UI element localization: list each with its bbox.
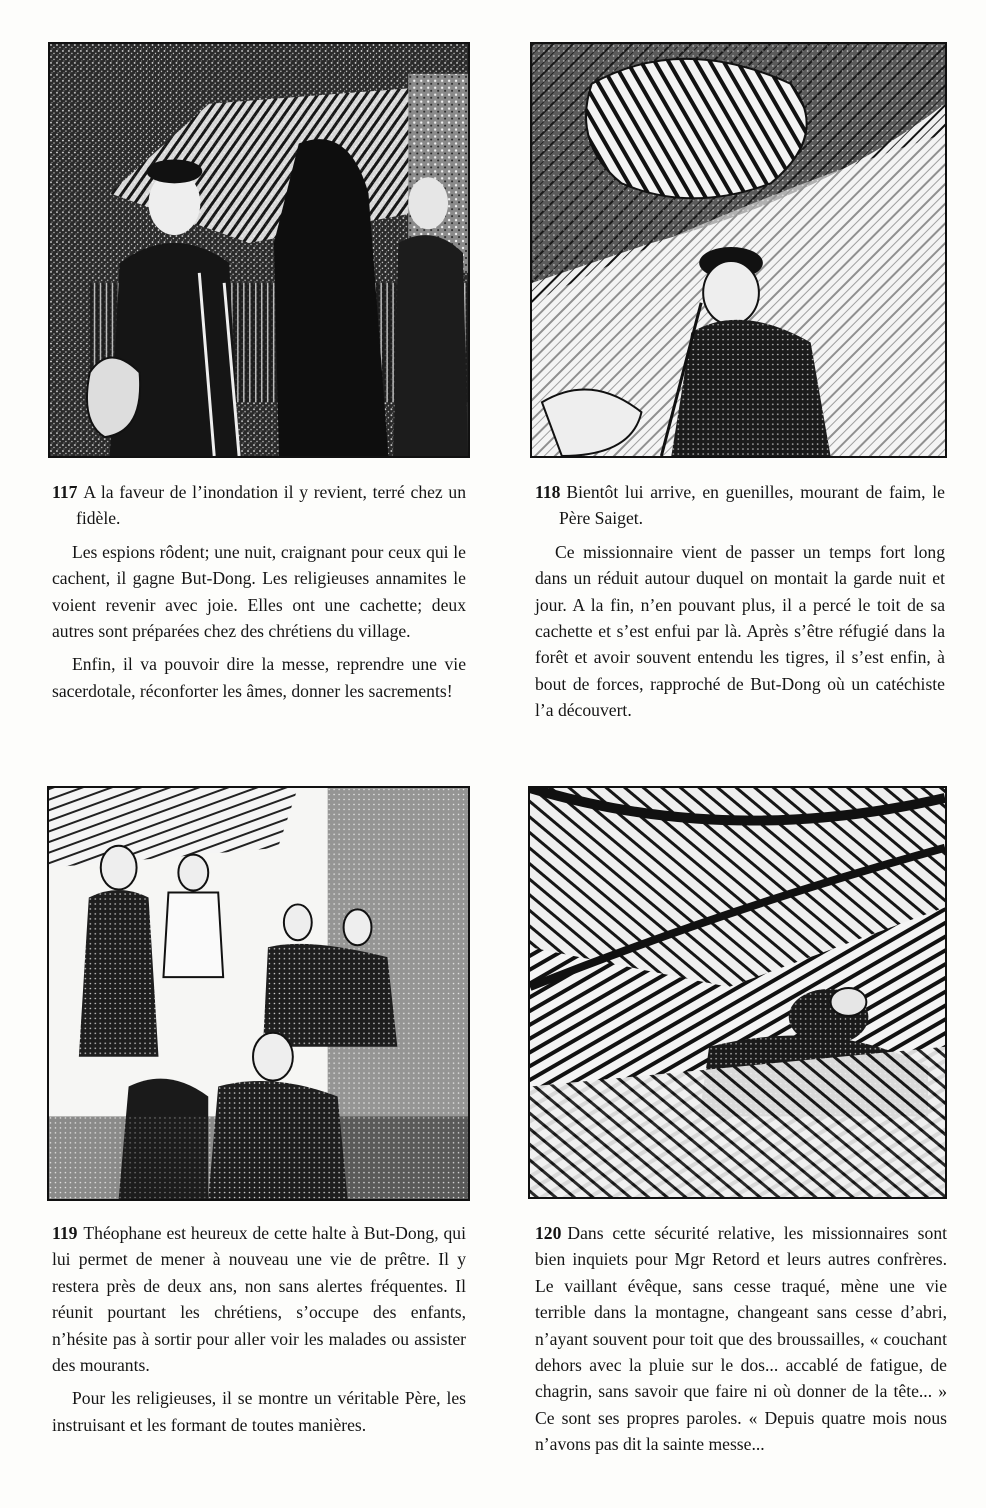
illustration-117-art xyxy=(50,44,468,456)
caption-118-lead-text: Bientôt lui arrive, en guenilles, mourant de faim, le Père Saiget. xyxy=(559,482,945,529)
caption-119-number: 119 xyxy=(52,1223,78,1243)
caption-117-number: 117 xyxy=(52,482,78,502)
caption-119-lead-text: Théophane est heureux de cette halte à But-Dong, qui lui permet de mener à nouveau une vie de prêtre. Il y restera près de deux ans, non sans alertes fréquentes. Il réunit pourtant les chrétiens, s’occupe des enfants, n’hésite pas à sortir pour aller voir les malades ou assister des mourants. xyxy=(52,1223,466,1376)
caption-118-paragraph-1: Ce missionnaire vient de passer un temps fort long dans un réduit autour duquel on montait la garde nuit et jour. A la fin, n’en pouvant plus, il a percé le toit de sa cachette et s’est enfui par là. Après s’être réfugié dans la forêt et avoir souvent entendu les tigres, il s’est enfin, à bout de forces, rapproché de But-Dong où un catéchiste l’a découvert. xyxy=(535,541,945,721)
caption-117-lead xyxy=(52,479,466,532)
caption-117-paragraph-1: Les espions rôdent; une nuit, craignant pour ceux qui le cachent, il gagne But-Dong. Les religieuses annamites le voient revenir avec joie. Elles ont une cachette; deux autres sont préparées chez des chrétiens du village. xyxy=(52,541,466,642)
illustration-120-art xyxy=(530,788,945,1197)
caption-117-lead-text: A la faveur de l’inondation il y revient, terré chez un fidèle. xyxy=(76,482,466,529)
caption-118-number: 118 xyxy=(535,482,561,502)
caption-118 xyxy=(535,479,945,724)
caption-120-lead xyxy=(535,1220,947,1458)
caption-117 xyxy=(52,479,466,704)
caption-120 xyxy=(535,1220,947,1458)
caption-119-lead xyxy=(52,1220,466,1378)
caption-120-lead-text: Dans cette sécurité relative, les missionnaires sont bien inquiets pour Mgr Retord et leurs autres confrères. Le vaillant évêque, sans cesse traqué, mène une vie terrible dans la montagne, changeant sans cesse d’abri, n’ayant souvent pour toit que des broussailles, « couchant dehors avec la pluie sur le dos... accablé de fatigue, de chagrin, sans savoir que faire ni où donner de la tête... » Ce sont ses propres paroles. « Depuis quatre mois nous n’avons pas dit la sainte messe... xyxy=(535,1223,947,1455)
caption-120-number: 120 xyxy=(535,1223,562,1243)
caption-118-lead xyxy=(535,479,945,532)
illustration-120 xyxy=(528,786,947,1199)
illustration-117 xyxy=(48,42,470,458)
illustration-119-art xyxy=(49,788,468,1199)
caption-119 xyxy=(52,1220,466,1438)
illustration-118-art xyxy=(532,44,945,456)
caption-117-paragraph-2: Enfin, il va pouvoir dire la messe, reprendre une vie sacerdotale, réconforter les âmes, donner les sacrements! xyxy=(52,654,466,701)
caption-119-paragraph-1: Pour les religieuses, il se montre un véritable Père, les instruisant et les formant de toutes manières. xyxy=(52,1388,466,1435)
illustration-119 xyxy=(47,786,470,1201)
illustration-118 xyxy=(530,42,947,458)
